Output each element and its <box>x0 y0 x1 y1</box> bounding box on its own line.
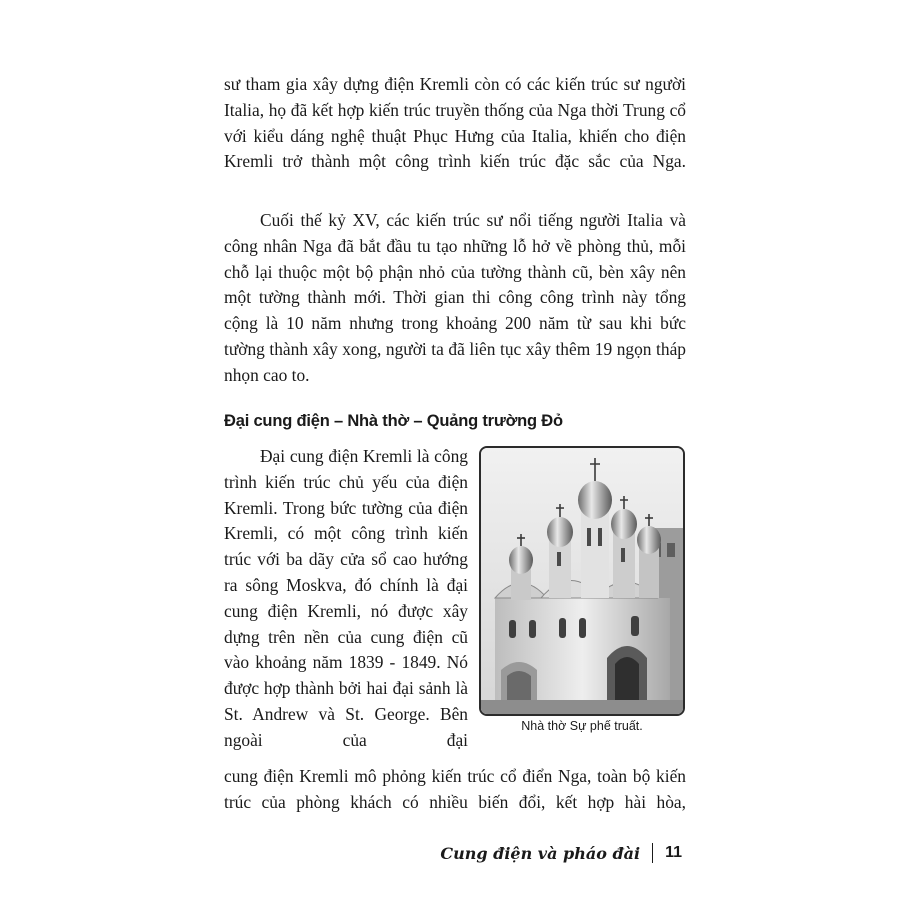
paragraph-grand-palace-continued: cung điện Kremli mô phỏng kiến trúc cổ điển Nga, toàn bộ kiến trúc của phòng khách có nhiều biến đổi, kết hợp hài hòa, <box>224 766 686 812</box>
page-number: 11 <box>665 844 682 861</box>
cathedral-photo <box>479 446 685 716</box>
photo-caption: Nhà thờ Sự phế truất. <box>521 719 643 733</box>
paragraph-grand-palace: Đại cung điện Kremli là công trình kiến trúc chủ yếu của điện Kremli. Trong bức tường của điện Kremli, có một công trình kiến trúc với ba dãy cửa sổ cao hướng ra sông Moskva, đó chính là đại cung điện Kremli, nó được xây dựng trên nền của cung điện cũ vào khoảng năm 1839 - 1849. Nó được hợp thành bởi hai đại sảnh là St. Andrew và St. George. Bên ngoài của đại <box>224 446 468 750</box>
page-footer <box>440 843 682 863</box>
section-heading: Đại cung điện – Nhà thờ – Quảng trường Đỏ <box>224 412 563 430</box>
running-book-title: Cung điện và pháo đài <box>440 843 641 863</box>
paragraph-intro-continued: sư tham gia xây dựng điện Kremli còn có các kiến trúc sư người Italia, họ đã kết hợp kiến trúc truyền thống của Nga thời Trung cổ với kiểu dáng nghệ thuật Phục Hưng của Italia, khiến cho điện Kremli trở thành một công trình kiến trúc đặc sắc của Nga. <box>224 74 686 172</box>
footer-divider <box>652 843 653 863</box>
cathedral-illustration <box>481 448 683 714</box>
paragraph-fifteenth-century: Cuối thế kỷ XV, các kiến trúc sư nổi tiếng người Italia và công nhân Nga đã bắt đầu tu tạo những lỗ hở về phòng thủ, mỗi chỗ lại thuộc một bộ phận nhỏ của tường thành cũ, bèn xây nên một tường thành mới. Thời gian thi công công trình này tổng cộng là 10 năm nhưng trong khoảng 200 năm từ sau khi bức tường thành xây xong, người ta đã liên tục xây thêm 19 ngọn tháp nhọn cao to. <box>224 210 686 385</box>
